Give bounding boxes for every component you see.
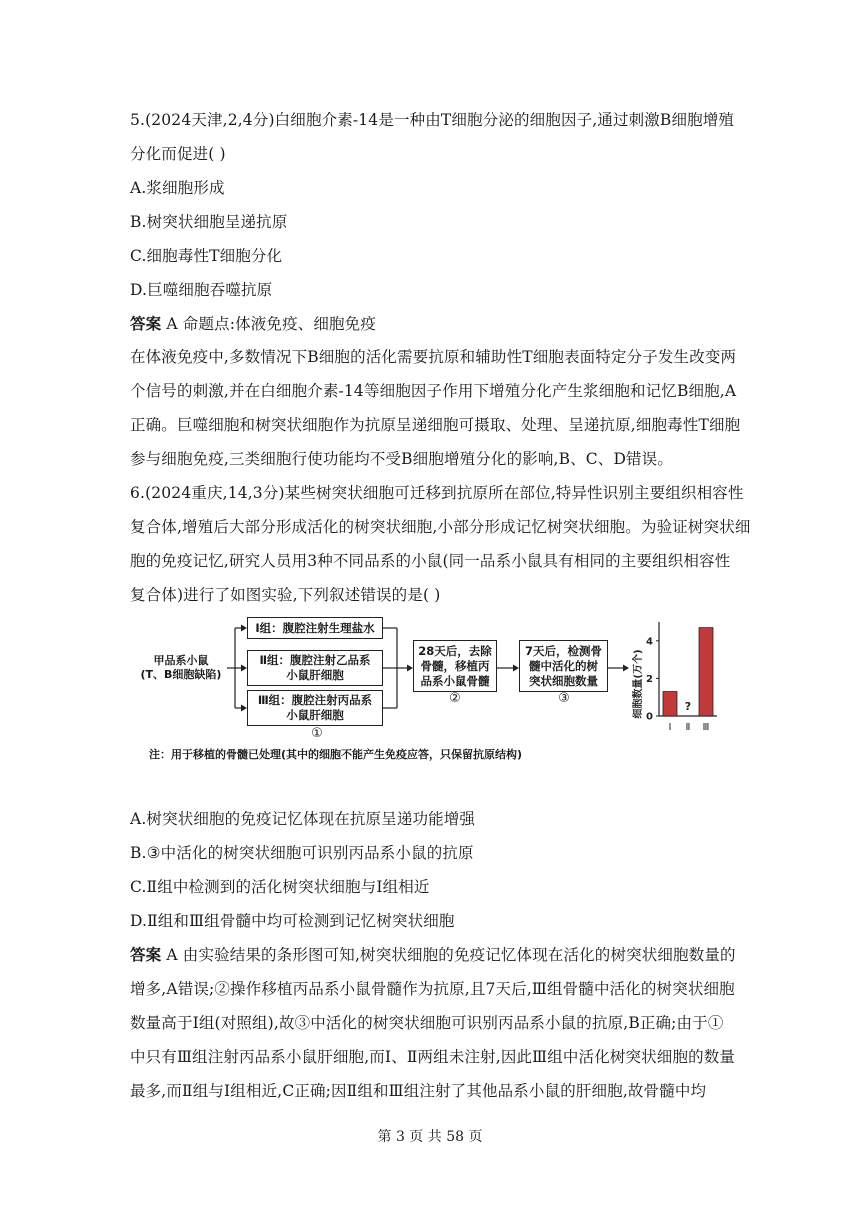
mouse-label-2: (T、B细胞缺陷) <box>140 668 222 681</box>
chart-bar-3 <box>699 628 713 716</box>
q6-explanation-line-2: 数量高于Ⅰ组(对照组),故③中活化的树突状细胞可识别丙品系小鼠的抗原,B正确;由于① <box>130 1014 724 1032</box>
q6-answer-line <box>130 945 740 965</box>
group-2-label-1: Ⅱ组：腹腔注射乙品系 <box>259 653 371 667</box>
step-2-marker: ② <box>449 691 461 706</box>
step-3-label-2: 髓中活化的树 <box>529 658 598 673</box>
q5-option-d: D.巨噬细胞吞噬抗原 <box>130 281 273 299</box>
q6-answer-label: 答案 <box>130 945 162 964</box>
q6-option-b: B.③中活化的树突状细胞可识别丙品系小鼠的抗原 <box>130 844 474 862</box>
step-3-label-1: 7天后，检测骨 <box>524 643 602 658</box>
group-3-label-1: Ⅲ组：腹腔注射丙品系 <box>257 693 373 707</box>
q6-stem-line-2: 复合体,增殖后大部分形成活化的树突状细胞,小部分形成记忆树突状细胞。为验证树突状细 <box>130 518 751 536</box>
q5-stem-line-1: 5.(2024天津,2,4分)白细胞介素-14是一种由T细胞分泌的细胞因子,通过刺激B细胞增殖 <box>130 111 735 129</box>
chart-x-tick-label: Ⅲ <box>702 722 710 733</box>
q5-answer-label: 答案 <box>130 314 162 333</box>
group-1-label: Ⅰ组：腹腔注射生理盐水 <box>255 620 375 635</box>
chart-x-tick-label: Ⅱ <box>685 722 691 733</box>
q6-stem-line-4: 复合体)进行了如图实验,下列叙述错误的是( ) <box>130 586 441 604</box>
chart-y-tick-label: 2 <box>646 673 653 685</box>
q6-option-d: D.Ⅱ组和Ⅲ组骨髓中均可检测到记忆树突状细胞 <box>130 912 455 930</box>
q5-explanation-line-1: 在体液免疫中,多数情况下B细胞的活化需要抗原和辅助性T细胞表面特定分子发生改变两 <box>130 348 737 366</box>
q6-option-c: C.Ⅱ组中检测到的活化树突状细胞与Ⅰ组相近 <box>130 878 430 896</box>
group-3-box <box>247 690 383 726</box>
chart-missing-value-label: ? <box>684 700 692 713</box>
page-footer: 第 3 页 共 58 页 <box>377 1129 483 1145</box>
experiment-figure <box>135 610 735 770</box>
bar-chart <box>629 616 725 748</box>
step-3-marker: ③ <box>558 691 570 706</box>
q5-explanation-line-2: 个信号的刺激,并在白细胞介素-14等细胞因子作用下增殖分化产生浆细胞和记忆B细胞,A <box>130 382 737 400</box>
step-2-box <box>413 640 497 692</box>
q5-answer-line <box>130 314 740 334</box>
q5-option-a: A.浆细胞形成 <box>130 179 225 197</box>
q6-explanation-line-4: 最多,而Ⅱ组与Ⅰ组相近,C正确;因Ⅱ组和Ⅲ组注射了其他品系小鼠的肝细胞,故骨髓中均 <box>130 1082 707 1100</box>
q5-explanation-line-3: 正确。巨噬细胞和树突状细胞作为抗原呈递细胞可摄取、处理、呈递抗原,细胞毒性T细胞 <box>130 416 741 434</box>
chart-y-axis-label: 细胞数量(万个) <box>633 649 644 719</box>
q5-stem-line-2: 分化而促进( ) <box>130 145 226 163</box>
q6-option-a: A.树突状细胞的免疫记忆体现在抗原呈递功能增强 <box>130 810 476 828</box>
step-3-label-3: 突状细胞数量 <box>529 673 598 688</box>
group-2-box <box>247 650 383 686</box>
chart-x-tick-label: Ⅰ <box>668 722 672 733</box>
q6-explanation-line-3: 中只有Ⅲ组注射丙品系小鼠肝细胞,而Ⅰ、Ⅱ两组未注射,因此Ⅲ组中活化树突状细胞的数量 <box>130 1048 736 1066</box>
q6-stem-line-1: 6.(2024重庆,14,3分)某些树突状细胞可迁移到抗原所在部位,特异性识别主要组织相容性 <box>130 484 744 502</box>
q5-option-c: C.细胞毒性T细胞分化 <box>130 247 283 265</box>
q5-answer-text: A 命题点:体液免疫、细胞免疫 <box>161 315 376 333</box>
group-2-label-2: 小鼠肝细胞 <box>286 668 344 682</box>
chart-y-tick-label: 0 <box>646 711 653 723</box>
mouse-label-1: 甲品系小鼠 <box>153 654 209 667</box>
chart-bar-1 <box>663 692 677 716</box>
q6-stem-line-3: 胞的免疫记忆,研究人员用3种不同品系的小鼠(同一品系小鼠具有相同的主要组织相容性 <box>130 552 731 570</box>
group-3-label-2: 小鼠肝细胞 <box>286 708 344 722</box>
step-3-box <box>519 640 608 692</box>
step-1-marker: ① <box>311 726 323 741</box>
q6-explanation-line-1: 增多,A错误;②操作移植丙品系小鼠骨髓作为抗原,且7天后,Ⅲ组骨髓中活化的树突状细胞 <box>130 980 735 998</box>
q5-option-b: B.树突状细胞呈递抗原 <box>130 213 288 231</box>
q6-answer-text: A 由实验结果的条形图可知,树突状细胞的免疫记忆体现在活化的树突状细胞数量的 <box>161 946 736 964</box>
figure-note: 注：用于移植的骨髓已处理(其中的细胞不能产生免疫应答，只保留抗原结构) <box>149 748 523 761</box>
group-1-box <box>247 617 383 639</box>
step-2-label-2: 骨髓，移植丙 <box>420 658 490 673</box>
chart-y-tick-label: 4 <box>646 636 653 648</box>
q5-explanation-line-4: 参与细胞免疫,三类细胞行使功能均不受B细胞增殖分化的影响,B、C、D错误。 <box>130 450 673 468</box>
step-2-label-1: 28天后，去除 <box>418 643 492 658</box>
step-2-label-3: 品系小鼠骨髓 <box>420 673 490 688</box>
